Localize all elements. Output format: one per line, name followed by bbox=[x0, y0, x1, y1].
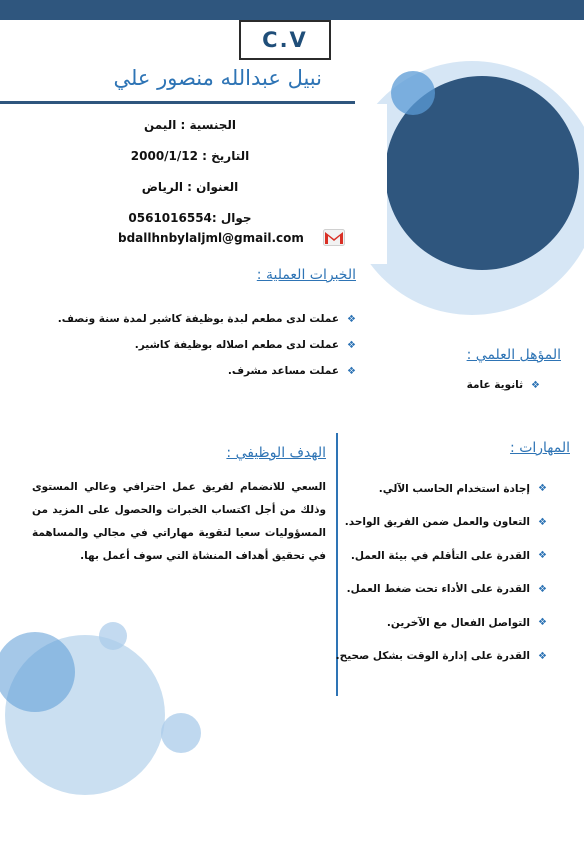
diamond-bullet-icon: ❖ bbox=[538, 516, 547, 528]
experience-list bbox=[58, 306, 356, 384]
decor-bottom-small bbox=[99, 622, 127, 650]
decor-bottom-right bbox=[161, 713, 201, 753]
list-item: ❖ إجادة استخدام الحاسب الآلي. bbox=[378, 482, 547, 495]
decor-accent-dot bbox=[391, 71, 435, 115]
list-item: ❖ عملت لدى مطعم لبدة بوظيفة كاشير لمدة سنة ونصف. bbox=[57, 313, 356, 325]
full-name: نبيل عبدالله منصور علي bbox=[113, 66, 322, 90]
address: العنوان : الرياض bbox=[141, 180, 239, 194]
list-item: ❖ القدرة على إدارة الوقت بشكل صحيح. bbox=[335, 650, 547, 663]
personal-info bbox=[100, 110, 280, 234]
objective-text: السعي للانضمام لفريق عمل احترافي وعالي المستوى وذلك من أجل اكتساب الخبرات والحصول على المزيد من المسؤوليات سعيا لتقوية مهاراتي في مجالي والمساهمة في تحقيق أهداف المنشاة التي سوف أعمل بها. bbox=[32, 481, 326, 562]
diamond-bullet-icon: ❖ bbox=[538, 617, 547, 629]
diamond-bullet-icon: ❖ bbox=[347, 339, 356, 351]
skills-heading: المهارات : bbox=[510, 440, 570, 456]
email-address[interactable]: bdallhnbylaljml@gmail.com bbox=[118, 230, 304, 245]
diamond-bullet-icon: ❖ bbox=[538, 483, 547, 495]
diamond-bullet-icon: ❖ bbox=[347, 365, 356, 377]
diamond-bullet-icon: ❖ bbox=[531, 379, 540, 391]
education-list bbox=[467, 379, 540, 391]
list-item: ❖ عملت لدى مطعم اصلاله بوظيفة كاشير. bbox=[134, 339, 356, 351]
list-item: ❖ ثانوية عامة bbox=[466, 379, 540, 391]
list-item: ❖ التواصل الفعال مع الآخرين. bbox=[386, 616, 547, 629]
cv-title: C.V bbox=[239, 20, 331, 60]
nationality: الجنسية : اليمن bbox=[143, 118, 237, 132]
gmail-icon bbox=[323, 229, 345, 246]
education-heading: المؤهل العلمي : bbox=[466, 347, 561, 363]
diamond-bullet-icon: ❖ bbox=[538, 550, 547, 562]
list-item: ❖ القدرة على الأداء تحت ضغط العمل. bbox=[346, 583, 547, 596]
diamond-bullet-icon: ❖ bbox=[538, 583, 547, 595]
name-underline bbox=[0, 101, 355, 104]
list-item: ❖ القدرة على التأقلم في بيئة العمل. bbox=[350, 549, 547, 562]
birth-date: التاريخ : 2000/1/12 bbox=[130, 149, 250, 163]
diamond-bullet-icon: ❖ bbox=[538, 650, 547, 662]
objective-heading: الهدف الوظيفي : bbox=[226, 445, 326, 461]
top-bar bbox=[0, 0, 584, 20]
experience-heading: الخبرات العملية : bbox=[256, 267, 356, 283]
skills-list bbox=[336, 472, 547, 673]
list-item: ❖ عملت مساعد مشرف. bbox=[227, 365, 356, 377]
phone: جوال :0561016554 bbox=[128, 211, 252, 225]
email-row bbox=[118, 229, 345, 246]
diamond-bullet-icon: ❖ bbox=[347, 313, 356, 325]
list-item: ❖ التعاون والعمل ضمن الفريق الواحد. bbox=[344, 516, 547, 529]
